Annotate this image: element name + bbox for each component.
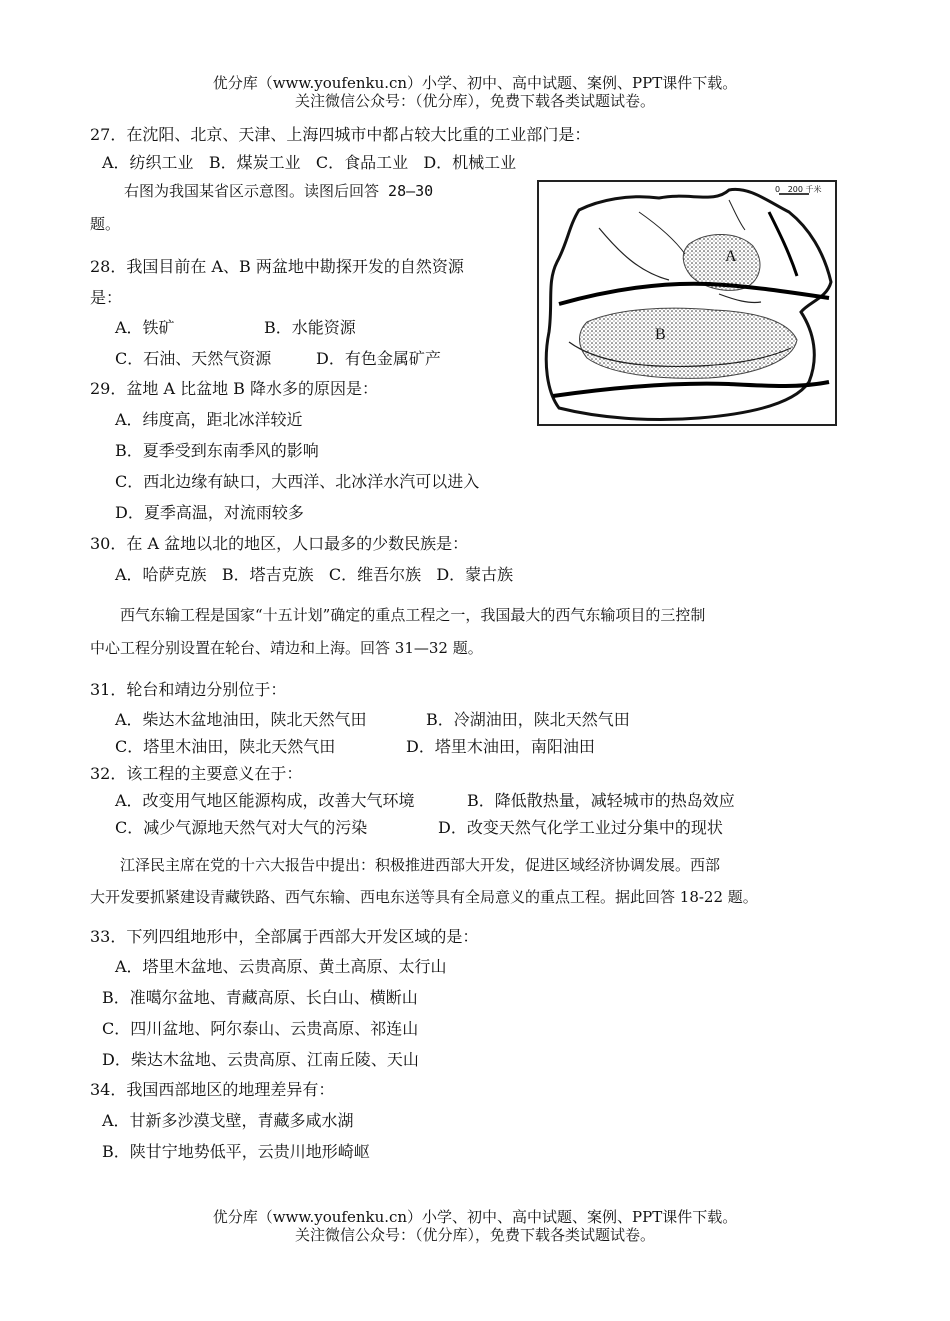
map-label-b: B: [655, 326, 666, 343]
intro-33-line2: 大开发要抓紧建设青藏铁路、西气东输、西电东送等具有全局意义的重点工程。据此回答 18-22 题。: [90, 888, 758, 906]
q32-option-c: C．减少气源地天然气对大气的污染: [115, 818, 368, 837]
q32-option-a: A．改变用气地区能源构成，改善大气环境: [115, 791, 415, 810]
q31-option-c: C．塔里木油田，陕北天然气田: [115, 737, 336, 756]
q29-stem: 29．盆地 A 比盆地 B 降水多的原因是：: [90, 379, 379, 398]
province-map: [537, 180, 837, 426]
q28-option-a: A．铁矿: [115, 318, 175, 337]
province-map-drawing: [539, 182, 835, 424]
kunlun-range: [553, 382, 829, 396]
header-line-2: 关注微信公众号：（优分库），免费下载各类试题试卷。: [294, 92, 655, 110]
map-label-a: A: [725, 248, 737, 265]
river-line-4: [719, 294, 761, 303]
intro-28-30-line2: 题。: [90, 215, 121, 233]
q30-options: A．哈萨克族 B．塔吉克族 C．维吾尔族 D．蒙古族: [115, 565, 514, 584]
q29-option-a: A．纬度高，距北冰洋较近: [115, 410, 303, 429]
q32-option-b: B．降低散热量，减轻城市的热岛效应: [467, 791, 735, 810]
intro-31-32-line1: 西气东输工程是国家“十五计划”确定的重点工程之一，我国最大的西气东输项目的三控制: [120, 606, 706, 624]
q27-options: A．纺织工业 B．煤炭工业 C．食品工业 D．机械工业: [102, 153, 517, 172]
footer-line-1: 优分库（www.youfenku.cn）小学、初中、高中试题、案例、PPT课件下载。: [212, 1208, 738, 1226]
q28-stem-1: 28．我国目前在 A、B 两盆地中勘探开发的自然资源: [90, 257, 464, 276]
q28-option-c: C．石油、天然气资源: [115, 349, 272, 368]
intro-28-30-line1: 右图为我国某省区示意图。读图后回答 28—30: [124, 182, 434, 200]
q29-option-b: B．夏季受到东南季风的影响: [115, 441, 319, 460]
river-line-1: [599, 228, 669, 280]
q31-option-b: B．冷湖油田，陕北天然气田: [426, 710, 630, 729]
river-line-5: [729, 200, 745, 230]
q33-option-a: A．塔里木盆地、云贵高原、黄土高原、太行山: [115, 957, 447, 976]
q28-stem-2: 是：: [90, 288, 123, 307]
q34-option-b: B．陕甘宁地势低平，云贵川地形崎岖: [102, 1142, 370, 1161]
q29-option-c: C．西北边缘有缺口，大西洋、北冰洋水汽可以进入: [115, 472, 480, 491]
map-scale-label: 0 200 千米: [775, 185, 822, 194]
q27-stem: 27．在沈阳、北京、天津、上海四城市中都占较大比重的工业部门是：: [90, 125, 591, 144]
tianshan-range: [559, 284, 829, 304]
river-line-3: [639, 212, 685, 254]
q28-option-b: B．水能资源: [264, 318, 356, 337]
q31-stem: 31．轮台和靖边分别位于：: [90, 680, 287, 699]
header-line-1: 优分库（www.youfenku.cn）小学、初中、高中试题、案例、PPT课件下载。: [212, 74, 738, 92]
q32-stem: 32．该工程的主要意义在于：: [90, 764, 303, 783]
q31-option-a: A．柴达木盆地油田，陕北天然气田: [115, 710, 367, 729]
intro-33-line1: 江泽民主席在党的十六大报告中提出：积极推进西部大开发，促进区域经济协调发展。西部: [120, 856, 721, 874]
q29-option-d: D．夏季高温，对流雨较多: [115, 503, 304, 522]
q28-option-d: D．有色金属矿产: [316, 349, 441, 368]
q34-option-a: A．甘新多沙漠戈壁，青藏多咸水湖: [102, 1111, 354, 1130]
q30-stem: 30．在 A 盆地以北的地区，人口最多的少数民族是：: [90, 534, 469, 553]
q32-option-d: D．改变天然气化学工业过分集中的现状: [438, 818, 723, 837]
altai-range: [769, 212, 797, 276]
q33-stem: 33．下列四组地形中，全部属于西部大开发区域的是：: [90, 927, 479, 946]
q34-stem: 34．我国西部地区的地理差异有：: [90, 1080, 335, 1099]
basin-b: [580, 308, 798, 378]
intro-31-32-line2: 中心工程分别设置在轮台、靖边和上海。回答 31—32 题。: [90, 639, 483, 657]
q31-option-d: D．塔里木油田，南阳油田: [406, 737, 595, 756]
q33-option-d: D．柴达木盆地、云贵高原、江南丘陵、天山: [102, 1050, 419, 1069]
q33-option-b: B．准噶尔盆地、青藏高原、长白山、横断山: [102, 988, 418, 1007]
q33-option-c: C．四川盆地、阿尔泰山、云贵高原、祁连山: [102, 1019, 419, 1038]
footer-line-2: 关注微信公众号：（优分库），免费下载各类试题试卷。: [294, 1226, 655, 1244]
